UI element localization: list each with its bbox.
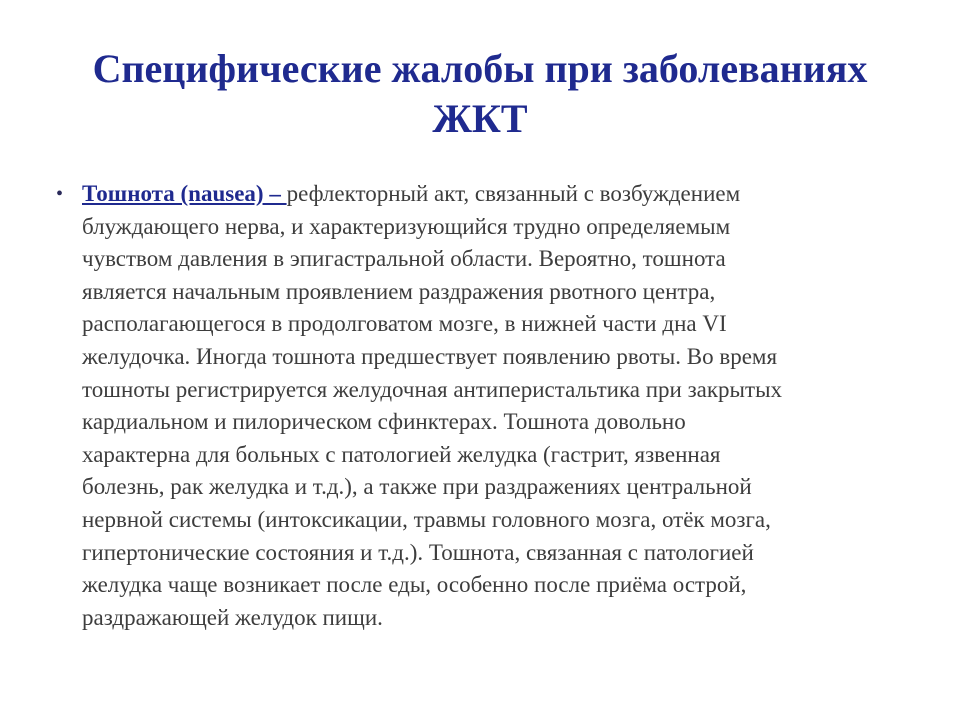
- text-line: располагающегося в продолговатом мозге, в нижней части дна VI: [82, 311, 727, 337]
- text-line: кардиальном и пилорическом сфинктерах. Тошнота довольно: [82, 409, 686, 435]
- text-line: блуждающего нерва, и характеризующийся трудно определяемым: [82, 213, 731, 239]
- term-nausea: Тошнота (nausea) –: [82, 181, 287, 206]
- title-line-2: ЖКТ: [432, 96, 528, 141]
- text-line: нервной системы (интоксикации, травмы головного мозга, отёк мозга,: [82, 506, 771, 532]
- text-line: раздражающей желудок пищи.: [82, 604, 383, 630]
- text-line: чувством давления в эпигастральной области. Вероятно, тошнота: [82, 246, 726, 272]
- text-line: тошноты регистрируется желудочная антиперистальтика при закрытых: [82, 376, 783, 402]
- first-line-rest: рефлекторный акт, связанный с возбуждением: [286, 181, 741, 206]
- title-line-1: Специфические жалобы при заболеваниях: [92, 46, 868, 91]
- text-line-0: [82, 178, 896, 211]
- text-line: является начальным проявлением раздражения рвотного центра,: [82, 278, 716, 304]
- slide-content: [56, 178, 896, 634]
- text-line: характерна для больных с патологией желудка (гастрит, язвенная: [82, 441, 721, 467]
- bullet-dot-icon: •: [56, 183, 64, 205]
- slide-title: [40, 44, 920, 144]
- text-line: желудка чаще возникает после еды, особенно после приёма острой,: [82, 572, 747, 598]
- text-line: желудочка. Иногда тошнота предшествует появлению рвоты. Во время: [82, 343, 778, 369]
- bullet-item-nausea: [56, 178, 896, 634]
- text-line: болезнь, рак желудка и т.д.), а также при раздражениях центральной: [82, 474, 752, 500]
- text-line: гипертонические состояния и т.д.). Тошнота, связанная с патологией: [82, 539, 754, 565]
